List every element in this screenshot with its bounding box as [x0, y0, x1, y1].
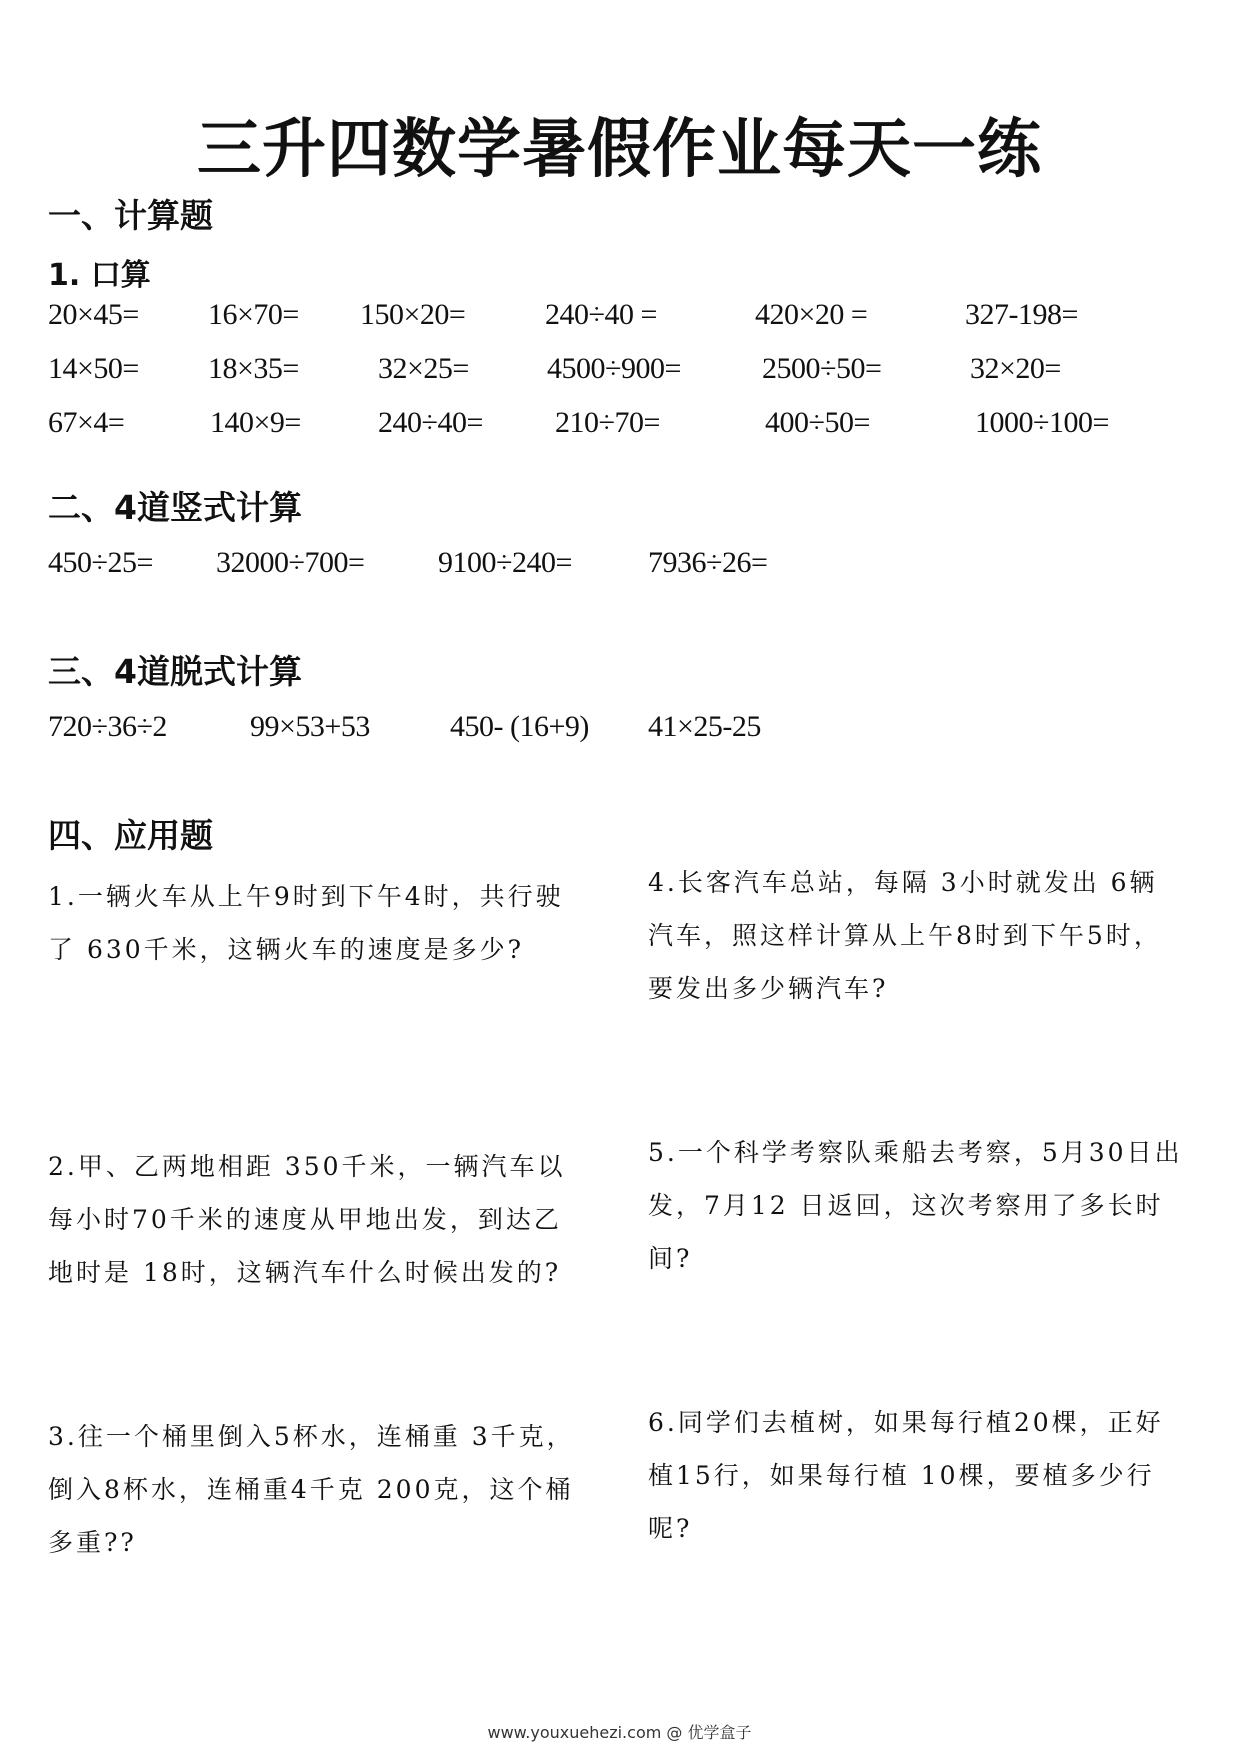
vertical-calc-item: 32000÷700= — [216, 546, 365, 579]
stepwise-calc-item: 450- (16+9) — [450, 710, 589, 743]
mental-math-item: 67×4= — [48, 406, 125, 439]
mental-math-item: 150×20= — [360, 298, 466, 331]
mental-math-item: 240÷40= — [378, 406, 483, 439]
stepwise-calc-item: 99×53+53 — [250, 710, 370, 743]
footer-watermark: www.youxuehezi.com @ 优学盒子 — [487, 1723, 752, 1742]
word-problem-3: 3.往一个桶里倒入5杯水，连桶重 3千克，倒入8杯水，连桶重4千克 200克，这个桶多重?? — [48, 1422, 575, 1557]
mental-math-item: 240÷40 = — [545, 298, 657, 331]
mental-math-item: 420×20 = — [755, 298, 868, 331]
mental-math-item: 14×50= — [48, 352, 139, 385]
mental-math-item: 4500÷900= — [547, 352, 681, 385]
section-heading-vertical: 二、4道竖式计算 — [48, 488, 302, 527]
vertical-calc-item: 9100÷240= — [438, 546, 572, 579]
mental-math-item: 1000÷100= — [975, 406, 1109, 439]
word-problem-5: 5.一个科学考察队乘船去考察，5月30日出发，7月12 日返回，这次考察用了多长时间? — [648, 1138, 1183, 1273]
page-title: 三升四数学暑假作业每天一练 — [197, 113, 1042, 187]
mental-math-item: 32×25= — [378, 352, 469, 385]
vertical-calc-item: 450÷25= — [48, 546, 153, 579]
mental-math-item: 32×20= — [970, 352, 1061, 385]
mental-math-item: 210÷70= — [555, 406, 660, 439]
section-heading-calculation: 一、计算题 — [48, 196, 213, 235]
word-problem-6: 6.同学们去植树，如果每行植20棵，正好植15行，如果每行植 10棵，要植多少行呢? — [648, 1408, 1164, 1543]
mental-math-item: 16×70= — [208, 298, 299, 331]
mental-math-item: 2500÷50= — [762, 352, 882, 385]
stepwise-calc-item: 720÷36÷2 — [48, 710, 167, 743]
section-heading-stepwise: 三、4道脱式计算 — [48, 652, 302, 691]
mental-math-item: 18×35= — [208, 352, 299, 385]
mental-math-item: 400÷50= — [765, 406, 870, 439]
mental-math-item: 20×45= — [48, 298, 139, 331]
section-heading-word-problems: 四、应用题 — [48, 816, 213, 855]
subsection-heading-mental: 1. 口算 — [48, 258, 151, 293]
stepwise-calc-item: 41×25-25 — [648, 710, 761, 743]
word-problem-1: 1.一辆火车从上午9时到下午4时，共行驶了 630千米，这辆火车的速度是多少? — [48, 882, 564, 964]
word-problem-4: 4.长客汽车总站，每隔 3小时就发出 6辆汽车，照这样计算从上午8时到下午5时，要发出多少辆汽车? — [648, 868, 1162, 1003]
mental-math-item: 327-198= — [965, 298, 1078, 331]
vertical-calc-item: 7936÷26= — [648, 546, 768, 579]
mental-math-item: 140×9= — [210, 406, 301, 439]
word-problem-2: 2.甲、乙两地相距 350千米，一辆汽车以每小时70千米的速度从甲地出发，到达乙地时是 18时，这辆汽车什么时候出发的? — [48, 1152, 566, 1287]
